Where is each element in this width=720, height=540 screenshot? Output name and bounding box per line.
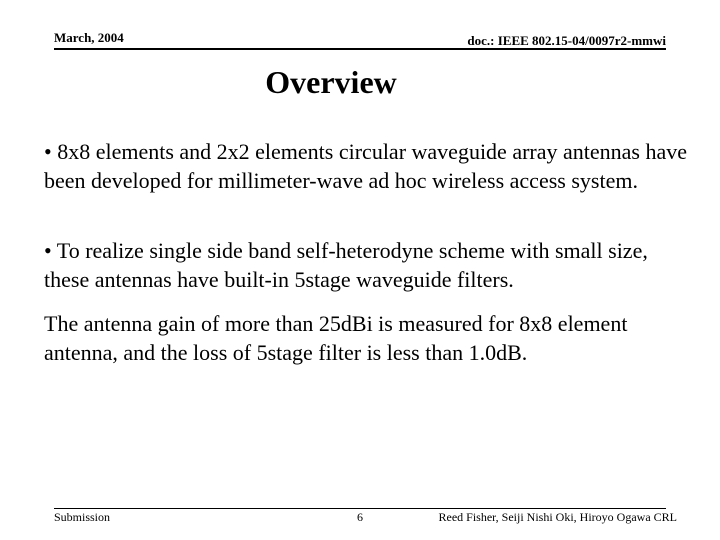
header-divider <box>54 48 666 50</box>
bullet-paragraph-1: • 8x8 elements and 2x2 elements circular waveguide array antennas have been developed for millimeter-wave ad hoc wireless access system. <box>44 139 687 193</box>
body-paragraph-3: The antenna gain of more than 25dBi is measured for 8x8 element antenna, and the loss of 5stage filter is less than 1.0dB. <box>44 311 628 365</box>
bullet-paragraph-2: • To realize single side band self-heterodyne scheme with small size, these antennas have built-in 5stage waveguide filters. <box>44 238 648 292</box>
footer-authors: Reed Fisher, Seiji Nishi Oki, Hiroyo Ogawa CRL <box>438 510 677 524</box>
slide-title: Overview <box>265 64 397 100</box>
footer-submission-label: Submission <box>54 510 111 524</box>
header-document-id: doc.: IEEE 802.15-04/0097r2-mmwi <box>467 33 666 48</box>
footer-divider <box>54 508 666 509</box>
header-date: March, 2004 <box>54 30 124 45</box>
footer-page-number: 6 <box>357 510 363 524</box>
